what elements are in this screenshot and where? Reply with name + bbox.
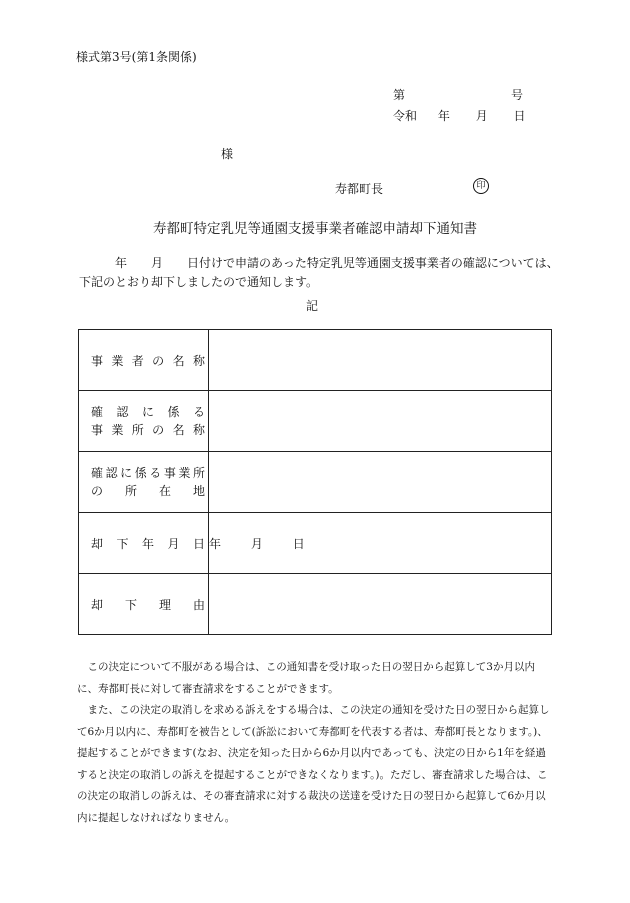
rejection-date-value (209, 513, 552, 574)
label-char: 所 (124, 484, 137, 498)
label-char: 地 (192, 484, 205, 498)
appeal-notice-paragraph-2: また、この決定の取消しを求める訴えをする場合は、この決定の通知を受けた日の翌日から起算して6か月以内に、寿都町を被告として(訴訟において寿都町を代表する者は、寿都町長となります。)、提起することができます(なお、決定を知った日から6か月以内であっても、決定の日から1年を経過すると決定の取消しの訴えを提起することができなくなります。)。ただし、審査請求した場合は、この決定の取消しの訴えは、その審査請求に対する裁決の送達を受けた日の翌日から起算して6か月以内に提起しなければなりません。 (77, 704, 550, 824)
label-char: 認 (116, 405, 129, 419)
document-number-suffix: 号 (511, 88, 524, 102)
label-char: る (149, 466, 162, 480)
label-char: の (91, 484, 104, 498)
label-char: 理 (158, 597, 171, 612)
appeal-notice (77, 657, 552, 829)
rejection-month-unit: 月 (250, 536, 263, 551)
label-char: 称 (192, 353, 205, 368)
document-title: 寿都町特定乳児等通園支援事業者確認申請却下通知書 (153, 221, 477, 237)
label-cell (79, 330, 209, 391)
rejection-date-label (91, 535, 205, 552)
details-table (78, 329, 552, 635)
table-row (79, 391, 552, 452)
label-char: 確 (91, 466, 104, 480)
office-name-label-b (91, 421, 205, 439)
table-row (79, 452, 552, 513)
label-char: る (192, 405, 205, 419)
document-number-label: 第 (393, 88, 406, 102)
rejection-day-unit: 日 (292, 536, 305, 551)
rejection-year-unit: 年 (209, 536, 222, 551)
appeal-notice-paragraph-1: この決定について不服がある場合は、この通知書を受け取った日の翌日から起算して3か月以内に、寿都町長に対して審査請求をすることができます。 (77, 661, 535, 695)
office-name-value (209, 391, 552, 452)
office-name-label-a (91, 403, 205, 421)
office-address-value (209, 452, 552, 513)
label-char: 所 (192, 466, 205, 480)
label-char: 下 (124, 597, 137, 612)
table-row (79, 330, 552, 391)
label-cell (79, 391, 209, 452)
business-name-value (209, 330, 552, 391)
label-char: 業 (111, 423, 124, 437)
label-char: 業 (111, 353, 124, 368)
label-char: 係 (134, 466, 147, 480)
seal-mark: 印 (473, 178, 489, 194)
label-char: 確 (91, 405, 104, 419)
day-unit: 日 (513, 109, 526, 123)
month-unit: 月 (475, 109, 488, 123)
era-label: 令和 (393, 109, 418, 123)
label-char: 事 (91, 423, 104, 437)
label-char: 日 (192, 536, 205, 551)
rejection-reason-value (209, 574, 552, 635)
business-name-label (91, 352, 205, 369)
label-char: 由 (192, 597, 205, 612)
label-cell (79, 513, 209, 574)
office-address-label-a (91, 464, 205, 482)
table-row (79, 574, 552, 635)
label-char: 事 (91, 353, 104, 368)
label-char: 名 (172, 423, 185, 437)
form-number: 様式第3号(第1条関係) (76, 50, 197, 64)
year-unit: 年 (437, 109, 450, 123)
label-char: に (120, 466, 133, 480)
label-char: 認 (105, 466, 118, 480)
intro-line-1: 年 月 日付けで申請のあった特定乳児等通園支援事業者の確認については、 (115, 256, 559, 270)
office-address-label-b (91, 482, 205, 500)
label-char: 係 (167, 405, 180, 419)
table-row (79, 513, 552, 574)
label-char: の (152, 423, 165, 437)
intro-text (79, 254, 559, 292)
label-cell (79, 574, 209, 635)
rejection-reason-label (91, 596, 205, 613)
label-char: 業 (178, 466, 191, 480)
label-char: 月 (167, 536, 180, 551)
ki-heading: 記 (306, 299, 319, 313)
label-char: 者 (131, 353, 144, 368)
intro-line-2: 下記のとおり却下しましたので通知します。 (79, 275, 319, 289)
addressee-suffix: 様 (221, 147, 234, 161)
sender-title: 寿都町長 (335, 182, 384, 196)
label-char: 却 (91, 597, 104, 612)
label-char: 年 (141, 536, 154, 551)
issue-date (393, 107, 526, 124)
label-char: の (152, 353, 165, 368)
label-char: 称 (192, 423, 205, 437)
label-char: に (141, 405, 154, 419)
label-char: 却 (91, 536, 104, 551)
label-char: 事 (163, 466, 176, 480)
label-char: 下 (116, 536, 129, 551)
label-char: 所 (131, 423, 144, 437)
label-char: 名 (172, 353, 185, 368)
label-cell (79, 452, 209, 513)
label-char: 在 (158, 484, 171, 498)
